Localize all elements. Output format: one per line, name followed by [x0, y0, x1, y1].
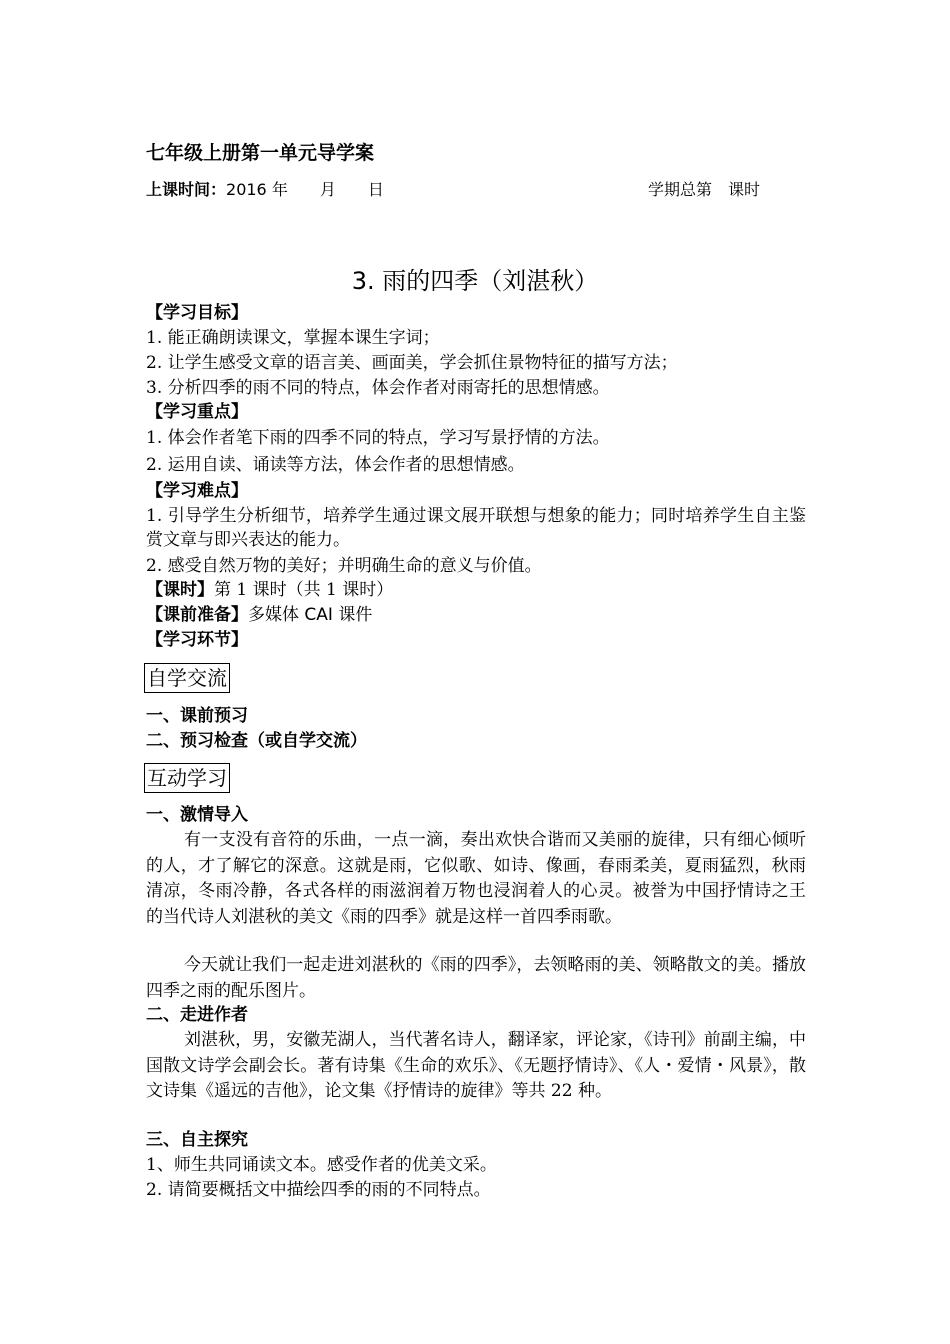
difficulty-item: 2. 感受自然万物的美好；并明确生命的意义与价值。: [146, 556, 542, 576]
class-hours-row: [146, 578, 393, 602]
preparation-label: 【课前准备】: [146, 605, 248, 625]
interactive-study-box: 互动学习: [144, 763, 230, 793]
difficulties-heading: 【学习难点】: [146, 481, 248, 501]
preparation-row: [146, 603, 372, 627]
class-time-value: 2016 年 月 日: [226, 180, 384, 199]
objective-item: 3. 分析四季的雨不同的特点，体会作者对雨寄托的思想情感。: [146, 378, 610, 398]
author-paragraph: 刘湛秋，男，安徽芜湖人，当代著名诗人，翻译家，评论家，《诗刊》前副主编，中国散文诗学会副会长。著有诗集《生命的欢乐》、《无题抒情诗》、《人・爱情・风景》，散文诗集《遥远的吉他》，论文集《抒情诗的旋律》等共 22 种。: [146, 1030, 806, 1101]
document-title: 七年级上册第一单元导学案: [146, 142, 375, 164]
objective-item: 2. 让学生感受文章的语言美、画面美，学会抓住景物特征的描写方法；: [146, 353, 678, 373]
intro-paragraph: 今天就让我们一起走进刘湛秋的《雨的四季》，去领略雨的美、领略散文的美。播放四季之雨的配乐图片。: [146, 955, 806, 1001]
explore-item: 2. 请简要概括文中描绘四季的雨的不同特点。: [146, 1180, 491, 1200]
explore-heading: 三、自主探究: [146, 1130, 248, 1150]
key-point-item: 2. 运用自读、诵读等方法，体会作者的思想情感。: [146, 455, 525, 475]
author-heading: 二、走进作者: [146, 1005, 248, 1025]
class-hours-value: 第 1 课时（共 1 课时）: [214, 580, 394, 600]
period-count: 学期总第 课时: [648, 180, 761, 199]
intro-heading: 一、激情导入: [146, 805, 248, 825]
steps-heading: 【学习环节】: [146, 630, 248, 650]
class-hours-label: 【课时】: [146, 580, 214, 600]
preparation-value: 多媒体 CAI 课件: [248, 605, 373, 625]
class-time-label: 上课时间：: [146, 180, 227, 199]
self-study-item: 二、预习检查（或自学交流）: [146, 731, 367, 751]
key-point-item: 1. 体会作者笔下雨的四季不同的特点，学习写景抒情的方法。: [146, 428, 610, 448]
self-study-item: 一、课前预习: [146, 706, 248, 726]
class-time-row: [146, 177, 384, 200]
key-points-heading: 【学习重点】: [146, 402, 248, 422]
intro-paragraph: 有一支没有音符的乐曲，一点一滴，奏出欢快合谐而又美丽的旋律，只有细心倾听的人，才了解它的深意。这就是雨，它似歌、如诗、像画，春雨柔美，夏雨猛烈，秋雨清凉，冬雨冷静，各式各样的雨滋润着万物也浸润着人的心灵。被誉为中国抒情诗之王的当代诗人刘湛秋的美文《雨的四季》就是这样一首四季雨歌。: [146, 830, 806, 927]
objective-item: 1. 能正确朗读课文，掌握本课生字词；: [146, 328, 440, 348]
difficulty-item: 1. 引导学生分析细节，培养学生通过课文展开联想与想象的能力；同时培养学生自主鉴赏文章与即兴表达的能力。: [146, 506, 806, 550]
lesson-title: 3. 雨的四季（刘湛秋）: [351, 267, 599, 295]
objectives-heading: 【学习目标】: [146, 303, 248, 323]
explore-item: 1、师生共同诵读文本。感受作者的优美文采。: [146, 1155, 497, 1175]
self-study-box: 自学交流: [144, 663, 230, 693]
